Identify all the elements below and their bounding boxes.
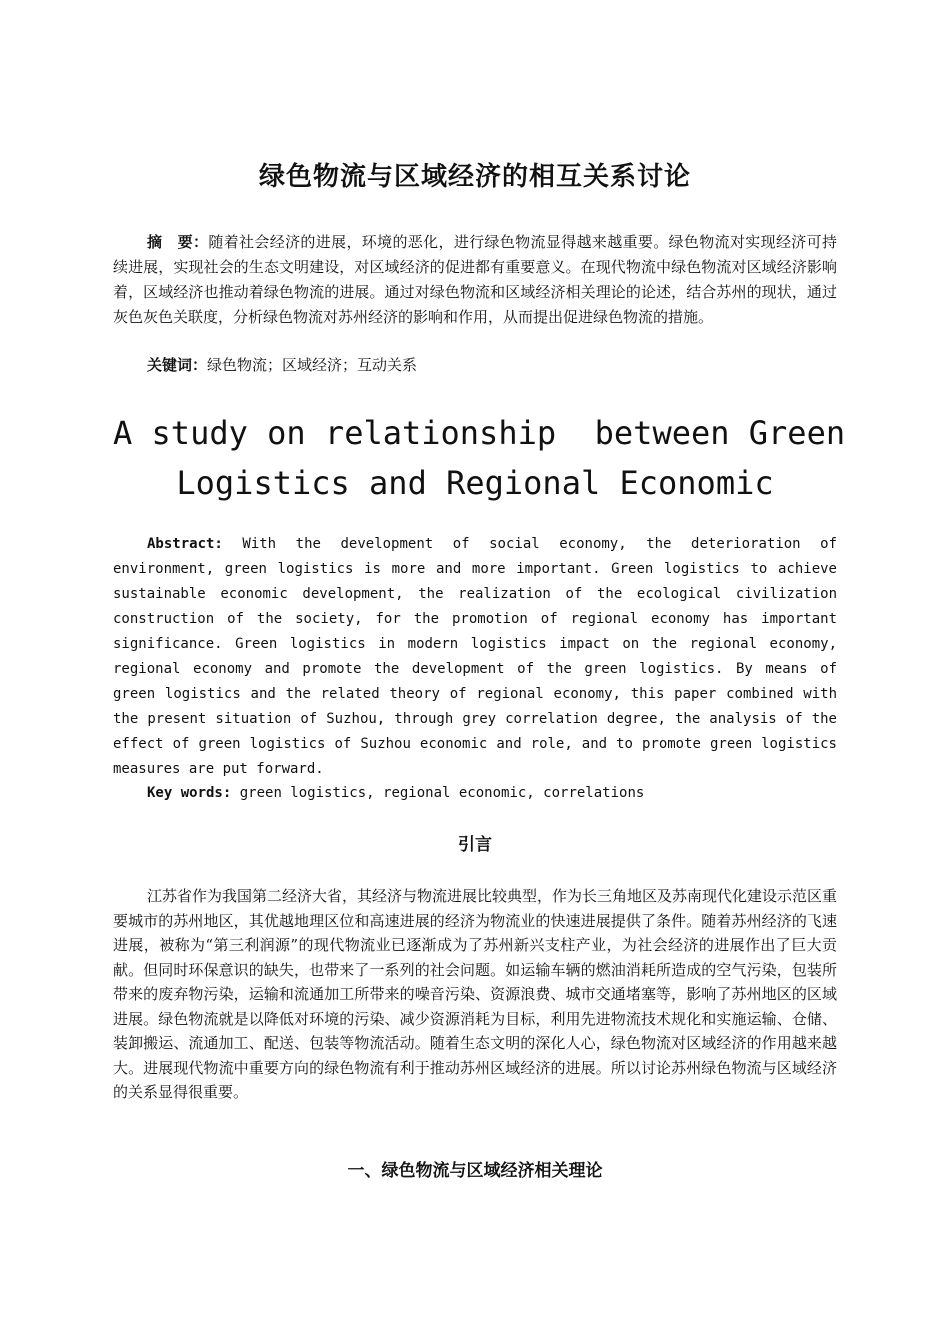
chinese-keywords-text: 绿色物流；区域经济；互动关系 (207, 356, 418, 374)
chinese-abstract-text: 随着社会经济的进展，环境的恶化，进行绿色物流显得越来越重要。绿色物流对实现经济可持续进展，实现社会的生态文明建设，对区域经济的促进都有重要意义。在现代物流中绿色物流对区域经济影响着，区域经济也推动着绿色物流的进展。通过对绿色物流和区域经济相关理论的论述，结合苏州的现状，通过灰色灰色关联度，分析绿色物流对苏州经济的影响和作用，从而提出促进绿色物流的措施。 (113, 233, 837, 326)
introduction-body: 江苏省作为我国第二经济大省，其经济与物流进展比较典型，作为长三角地区及苏南现代化建设示范区重要城市的苏州地区，其优越地理区位和高速进展的经济为物流业的快速进展提供了条件。随着苏州经济的飞速进展，被称为“第三利润源”的现代物流业已逐渐成为了苏州新兴支柱产业，为社会经济的进展作出了巨大贡献。但同时环保意识的缺失，也带来了一系列的社会问题。如运输车辆的燃油消耗所造成的空气污染，包装所带来的废弃物污染，运输和流通加工所带来的噪音污染、资源浪费、城市交通堵塞等，影响了苏州地区的区域进展。绿色物流就是以降低对环境的污染、减少资源消耗为目标，利用先进物流技术规化和实施运输、仓储、装卸搬运、流通加工、配送、包装等物流活动。随着生态文明的深化人心，绿色物流对区域经济的作用越来越大。进展现代物流中重要方向的绿色物流有利于推动苏州区域经济的进展。所以讨论苏州绿色物流与区域经济的关系显得很重要。 (113, 887, 838, 1101)
english-abstract (113, 532, 837, 782)
chinese-abstract-label: 摘 要： (147, 233, 209, 251)
english-keywords-label: Key words: (147, 785, 232, 801)
chinese-title: 绿色物流与区域经济的相互关系讨论 (258, 162, 691, 192)
chinese-keywords-label: 关键词： (147, 356, 208, 374)
chinese-abstract (113, 230, 837, 330)
chinese-keywords (113, 353, 837, 378)
english-keywords-text: green logistics, regional economic, correlations (231, 785, 645, 801)
section-one-heading: 一、绿色物流与区域经济相关理论 (347, 1161, 603, 1181)
english-abstract-text: With the development of social economy, the deterioration of environment, green logistics is more and more important. Green logistics to achieve sustainable economic development, the realization of the ecological civilization construction of the society, for the promotion of regional economy has important significance. Green logistics in modern logistics impact on the regional economy, regional economy and promote the development of the green logistics. By means of green logistics and the related theory of regional economy, this paper combined with the present situation of Suzhou, through grey correlation degree, the analysis of the effect of green logistics of Suzhou economic and role, and to promote green logistics measures are put forward. (113, 536, 837, 777)
english-title-line-1: A study on relationship between Green (113, 414, 846, 452)
english-abstract-label: Abstract: (147, 536, 223, 552)
introduction-heading: 引言 (458, 835, 492, 855)
english-title-line-2: Logistics and Regional Economic (176, 464, 774, 502)
english-keywords (113, 781, 837, 806)
english-title (113, 408, 846, 508)
